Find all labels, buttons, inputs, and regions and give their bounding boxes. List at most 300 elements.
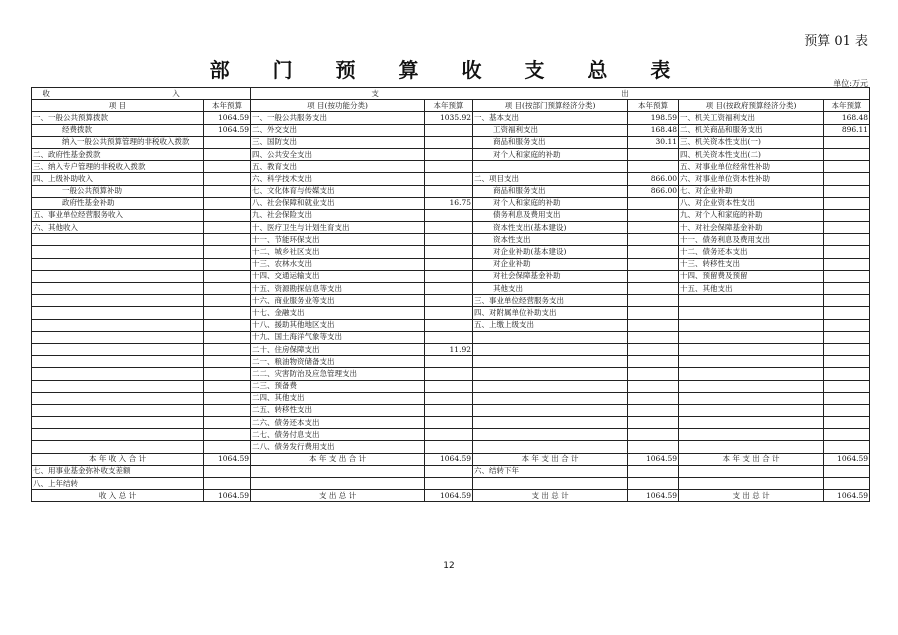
income-item-cell (32, 234, 204, 246)
form-number: 预算 01 表 (804, 34, 868, 49)
income-group-header: 收 入 (32, 88, 251, 100)
gov-budget-cell (824, 246, 870, 258)
income-budget-cell (204, 185, 251, 197)
gov-budget-cell (824, 441, 870, 453)
income-budget-cell (204, 222, 251, 234)
func-budget-cell (425, 380, 473, 392)
func-item-cell: 二十、住房保障支出 (251, 343, 425, 355)
table-row (32, 246, 870, 258)
income-item-cell (32, 319, 204, 331)
table-row (32, 136, 870, 148)
dept-item-cell (473, 478, 628, 490)
income-budget-cell (204, 209, 251, 221)
table-row (32, 429, 870, 441)
gov-budget-cell (824, 392, 870, 404)
income-item-cell (32, 343, 204, 355)
income-item-cell (32, 258, 204, 270)
gov-item-cell: 十三、转移性支出 (679, 258, 824, 270)
income-item-cell: 政府性基金补助 (32, 197, 204, 209)
func-item-cell: 九、社会保险支出 (251, 209, 425, 221)
func-item-cell (251, 478, 425, 490)
gov-item-cell (679, 307, 824, 319)
table-row (32, 270, 870, 282)
income-budget-cell: 1064.59 (204, 112, 251, 124)
gov-budget-cell (824, 136, 870, 148)
table-row (32, 392, 870, 404)
func-budget-cell: 1064.59 (425, 490, 473, 502)
gov-budget-cell (824, 197, 870, 209)
dept-item-cell: 四、对附属单位补助支出 (473, 307, 628, 319)
income-item-cell (32, 441, 204, 453)
func-budget-cell (425, 270, 473, 282)
dept-budget-cell (628, 295, 679, 307)
dept-item-cell: 二、项目支出 (473, 173, 628, 185)
dept-budget-cell (628, 465, 679, 477)
table-row (32, 234, 870, 246)
gov-item-cell (679, 441, 824, 453)
dept-item-cell: 对个人和家庭的补助 (473, 197, 628, 209)
page-number: 12 (443, 561, 455, 571)
table-row (32, 380, 870, 392)
income-budget-cell (204, 270, 251, 282)
dept-budget-cell: 30.11 (628, 136, 679, 148)
income-budget-cell (204, 173, 251, 185)
dept-budget-cell: 866.00 (628, 173, 679, 185)
gov-item-cell: 九、对个人和家庭的补助 (679, 209, 824, 221)
income-budget-cell (204, 331, 251, 343)
dept-budget-cell (628, 197, 679, 209)
gov-item-cell: 六、对事业单位资本性补助 (679, 173, 824, 185)
func-budget-cell (425, 161, 473, 173)
gov-budget-cell (824, 319, 870, 331)
dept-item-cell: 六、结转下年 (473, 465, 628, 477)
func-item-cell: 二四、其他支出 (251, 392, 425, 404)
income-item-cell: 七、用事业基金弥补收支差额 (32, 465, 204, 477)
table-row (32, 319, 870, 331)
col-header-dept-item: 项 目(按部门预算经济分类) (473, 100, 628, 112)
income-item-cell: 二、政府性基金拨款 (32, 148, 204, 160)
gov-budget-cell (824, 404, 870, 416)
income-item-cell (32, 368, 204, 380)
dept-budget-cell (628, 356, 679, 368)
gov-budget-cell (824, 356, 870, 368)
income-item-cell: 八、上年结转 (32, 478, 204, 490)
func-budget-cell (425, 356, 473, 368)
income-budget-cell (204, 246, 251, 258)
income-budget-cell (204, 356, 251, 368)
column-header-row (32, 100, 870, 112)
income-item-cell (32, 356, 204, 368)
table-row (32, 185, 870, 197)
dept-item-cell (473, 368, 628, 380)
func-item-cell: 一、一般公共服务支出 (251, 112, 425, 124)
gov-item-cell: 十、对社会保障基金补助 (679, 222, 824, 234)
gov-budget-cell (824, 478, 870, 490)
gov-item-cell: 三、机关资本性支出(一) (679, 136, 824, 148)
income-item-cell (32, 331, 204, 343)
gov-item-cell: 二、机关商品和服务支出 (679, 124, 824, 136)
gov-budget-cell (824, 465, 870, 477)
dept-item-cell (473, 380, 628, 392)
dept-budget-cell (628, 209, 679, 221)
col-header-gov-budget: 本年预算 (824, 100, 870, 112)
income-budget-cell (204, 380, 251, 392)
dept-item-cell: 对企业补助(基本建设) (473, 246, 628, 258)
func-budget-cell (425, 465, 473, 477)
income-item-cell (32, 392, 204, 404)
dept-budget-cell (628, 368, 679, 380)
func-item-cell: 十五、资源勘探信息等支出 (251, 283, 425, 295)
income-item-cell (32, 246, 204, 258)
total-row (32, 453, 870, 465)
income-budget-cell (204, 478, 251, 490)
dept-item-cell: 对个人和家庭的补助 (473, 148, 628, 160)
dept-item-cell: 商品和服务支出 (473, 185, 628, 197)
gov-budget-cell (824, 283, 870, 295)
dept-item-cell: 三、事业单位经营服务支出 (473, 295, 628, 307)
budget-table (31, 87, 870, 502)
dept-budget-cell (628, 319, 679, 331)
dept-budget-cell (628, 478, 679, 490)
dept-item-cell (473, 356, 628, 368)
table-row (32, 343, 870, 355)
func-item-cell: 十七、金融支出 (251, 307, 425, 319)
table-row (32, 356, 870, 368)
func-budget-cell (425, 283, 473, 295)
page-title: 部 门 预 算 收 支 总 表 (209, 58, 689, 82)
gov-item-cell: 十二、债务还本支出 (679, 246, 824, 258)
gov-item-cell (679, 404, 824, 416)
func-budget-cell (425, 368, 473, 380)
dept-item-cell: 一、基本支出 (473, 112, 628, 124)
dept-item-cell (473, 331, 628, 343)
func-budget-cell (425, 136, 473, 148)
func-item-cell: 二七、债务付息支出 (251, 429, 425, 441)
gov-item-cell (679, 478, 824, 490)
func-item-cell: 十三、农林水支出 (251, 258, 425, 270)
func-item-cell: 十九、国土海洋气象等支出 (251, 331, 425, 343)
gov-budget-cell: 168.48 (824, 112, 870, 124)
col-header-dept-budget: 本年预算 (628, 100, 679, 112)
income-budget-cell (204, 417, 251, 429)
dept-budget-cell (628, 307, 679, 319)
dept-budget-cell (628, 234, 679, 246)
gov-budget-cell (824, 331, 870, 343)
gov-item-cell (679, 331, 824, 343)
dept-item-cell (473, 343, 628, 355)
func-budget-cell (425, 429, 473, 441)
gov-budget-cell: 896.11 (824, 124, 870, 136)
gov-budget-cell (824, 234, 870, 246)
income-budget-cell (204, 234, 251, 246)
func-item-cell: 十、医疗卫生与计划生育支出 (251, 222, 425, 234)
func-budget-cell (425, 209, 473, 221)
func-item-cell: 二八、债务发行费用支出 (251, 441, 425, 453)
col-header-gov-item: 项 目(按政府预算经济分类) (679, 100, 824, 112)
gov-budget-cell (824, 258, 870, 270)
dept-budget-cell (628, 258, 679, 270)
dept-budget-cell (628, 429, 679, 441)
func-budget-cell (425, 307, 473, 319)
dept-item-cell: 五、上缴上级支出 (473, 319, 628, 331)
table-row (32, 331, 870, 343)
gov-budget-cell (824, 417, 870, 429)
income-item-cell: 收 入 总 计 (32, 490, 204, 502)
income-budget-cell: 1064.59 (204, 490, 251, 502)
unit-label: 单位:万元 (833, 79, 868, 88)
func-item-cell: 六、科学技术支出 (251, 173, 425, 185)
dept-item-cell: 对企业补助 (473, 258, 628, 270)
income-budget-cell (204, 441, 251, 453)
table-row (32, 161, 870, 173)
func-item-cell: 十二、城乡社区支出 (251, 246, 425, 258)
gov-budget-cell (824, 270, 870, 282)
dept-budget-cell (628, 161, 679, 173)
gov-item-cell: 支 出 总 计 (679, 490, 824, 502)
dept-item-cell: 工资福利支出 (473, 124, 628, 136)
gov-budget-cell (824, 185, 870, 197)
gov-budget-cell (824, 380, 870, 392)
gov-budget-cell (824, 429, 870, 441)
dept-budget-cell (628, 380, 679, 392)
gov-item-cell: 四、机关资本性支出(二) (679, 148, 824, 160)
income-budget-cell (204, 368, 251, 380)
table-row (32, 283, 870, 295)
dept-budget-cell (628, 283, 679, 295)
table-row (32, 148, 870, 160)
dept-item-cell: 支 出 总 计 (473, 490, 628, 502)
dept-budget-cell: 866.00 (628, 185, 679, 197)
gov-budget-cell (824, 148, 870, 160)
func-budget-cell: 1064.59 (425, 453, 473, 465)
grand-total-row (32, 490, 870, 502)
dept-item-cell (473, 392, 628, 404)
gov-item-cell (679, 380, 824, 392)
func-budget-cell (425, 295, 473, 307)
gov-item-cell (679, 319, 824, 331)
income-item-cell: 经费拨款 (32, 124, 204, 136)
dept-item-cell (473, 417, 628, 429)
gov-item-cell: 十四、预留费及预留 (679, 270, 824, 282)
table-row (32, 465, 870, 477)
func-item-cell: 本 年 支 出 合 计 (251, 453, 425, 465)
gov-item-cell (679, 295, 824, 307)
func-budget-cell: 1035.92 (425, 112, 473, 124)
gov-item-cell (679, 429, 824, 441)
income-budget-cell (204, 392, 251, 404)
func-item-cell (251, 465, 425, 477)
income-item-cell: 一般公共预算补助 (32, 185, 204, 197)
income-budget-cell (204, 429, 251, 441)
func-budget-cell (425, 148, 473, 160)
table-row (32, 368, 870, 380)
income-budget-cell (204, 136, 251, 148)
income-budget-cell (204, 148, 251, 160)
income-item-cell: 一、一般公共预算拨款 (32, 112, 204, 124)
gov-item-cell: 十一、债务利息及费用支出 (679, 234, 824, 246)
dept-item-cell: 债务利息及费用支出 (473, 209, 628, 221)
dept-budget-cell: 168.48 (628, 124, 679, 136)
dept-item-cell (473, 441, 628, 453)
func-item-cell: 七、文化体育与传媒支出 (251, 185, 425, 197)
func-budget-cell (425, 404, 473, 416)
income-budget-cell (204, 161, 251, 173)
gov-budget-cell (824, 209, 870, 221)
func-item-cell: 五、教育支出 (251, 161, 425, 173)
table-row (32, 173, 870, 185)
dept-item-cell: 对社会保障基金补助 (473, 270, 628, 282)
income-item-cell (32, 283, 204, 295)
func-budget-cell (425, 185, 473, 197)
gov-item-cell (679, 465, 824, 477)
func-item-cell: 三、国防支出 (251, 136, 425, 148)
income-budget-cell (204, 319, 251, 331)
gov-item-cell (679, 343, 824, 355)
gov-item-cell: 七、对企业补助 (679, 185, 824, 197)
dept-item-cell: 其他支出 (473, 283, 628, 295)
dept-item-cell: 本 年 支 出 合 计 (473, 453, 628, 465)
func-budget-cell (425, 478, 473, 490)
func-budget-cell (425, 331, 473, 343)
income-item-cell: 四、上级补助收入 (32, 173, 204, 185)
table-row (32, 258, 870, 270)
gov-budget-cell (824, 368, 870, 380)
dept-budget-cell (628, 246, 679, 258)
table-row (32, 222, 870, 234)
col-header-func-item: 项 目(按功能分类) (251, 100, 425, 112)
income-item-cell (32, 295, 204, 307)
func-item-cell: 十四、交通运输支出 (251, 270, 425, 282)
func-item-cell: 八、社会保障和就业支出 (251, 197, 425, 209)
income-item-cell: 三、纳入专户管理的非税收入拨款 (32, 161, 204, 173)
dept-item-cell (473, 161, 628, 173)
gov-item-cell (679, 356, 824, 368)
table-row (32, 417, 870, 429)
income-budget-cell (204, 258, 251, 270)
col-header-budget: 本年预算 (204, 100, 251, 112)
dept-budget-cell (628, 222, 679, 234)
income-item-cell (32, 380, 204, 392)
dept-budget-cell (628, 417, 679, 429)
income-item-cell: 纳入一般公共预算管理的非税收入拨款 (32, 136, 204, 148)
group-header-row (32, 88, 870, 100)
gov-budget-cell (824, 307, 870, 319)
income-item-cell (32, 270, 204, 282)
income-item-cell (32, 404, 204, 416)
dept-budget-cell (628, 148, 679, 160)
income-budget-cell (204, 283, 251, 295)
gov-budget-cell (824, 222, 870, 234)
gov-item-cell: 十五、其他支出 (679, 283, 824, 295)
func-item-cell: 二五、转移性支出 (251, 404, 425, 416)
func-budget-cell (425, 258, 473, 270)
dept-budget-cell: 1064.59 (628, 490, 679, 502)
income-budget-cell (204, 404, 251, 416)
dept-budget-cell (628, 392, 679, 404)
func-item-cell: 二三、预备费 (251, 380, 425, 392)
func-item-cell: 十一、节能环保支出 (251, 234, 425, 246)
dept-item-cell (473, 429, 628, 441)
gov-budget-cell: 1064.59 (824, 490, 870, 502)
gov-budget-cell (824, 295, 870, 307)
income-budget-cell (204, 307, 251, 319)
gov-item-cell: 一、机关工资福利支出 (679, 112, 824, 124)
gov-item-cell (679, 368, 824, 380)
income-item-cell: 本 年 收 入 合 计 (32, 453, 204, 465)
func-item-cell: 十六、商业服务业等支出 (251, 295, 425, 307)
func-item-cell: 十八、援助其他地区支出 (251, 319, 425, 331)
gov-item-cell: 八、对企业资本性支出 (679, 197, 824, 209)
func-budget-cell (425, 234, 473, 246)
func-budget-cell (425, 319, 473, 331)
dept-budget-cell: 1064.59 (628, 453, 679, 465)
income-item-cell (32, 417, 204, 429)
func-budget-cell (425, 173, 473, 185)
income-item-cell (32, 429, 204, 441)
func-budget-cell: 16.75 (425, 197, 473, 209)
dept-budget-cell (628, 270, 679, 282)
func-budget-cell (425, 392, 473, 404)
func-budget-cell (425, 441, 473, 453)
dept-item-cell (473, 404, 628, 416)
gov-item-cell (679, 392, 824, 404)
gov-budget-cell: 1064.59 (824, 453, 870, 465)
income-item-cell: 六、其他收入 (32, 222, 204, 234)
func-budget-cell: 11.92 (425, 343, 473, 355)
income-budget-cell (204, 197, 251, 209)
dept-budget-cell: 198.59 (628, 112, 679, 124)
func-item-cell: 二、外交支出 (251, 124, 425, 136)
gov-budget-cell (824, 343, 870, 355)
income-budget-cell (204, 465, 251, 477)
gov-item-cell: 五、对事业单位经常性补助 (679, 161, 824, 173)
income-item-cell: 五、事业单位经营服务收入 (32, 209, 204, 221)
gov-item-cell: 本 年 支 出 合 计 (679, 453, 824, 465)
func-item-cell: 二六、债务还本支出 (251, 417, 425, 429)
func-item-cell: 二一、粮油物资储备支出 (251, 356, 425, 368)
dept-budget-cell (628, 343, 679, 355)
func-budget-cell (425, 246, 473, 258)
table-row (32, 209, 870, 221)
table-row (32, 295, 870, 307)
dept-item-cell: 资本性支出 (473, 234, 628, 246)
func-budget-cell (425, 124, 473, 136)
dept-item-cell: 商品和服务支出 (473, 136, 628, 148)
income-budget-cell (204, 295, 251, 307)
gov-budget-cell (824, 161, 870, 173)
table-row (32, 307, 870, 319)
dept-budget-cell (628, 331, 679, 343)
func-budget-cell (425, 222, 473, 234)
func-item-cell: 支 出 总 计 (251, 490, 425, 502)
table-row (32, 112, 870, 124)
col-header-item: 项 目 (32, 100, 204, 112)
gov-budget-cell (824, 173, 870, 185)
func-item-cell: 二二、灾害防治及应急管理支出 (251, 368, 425, 380)
table-row (32, 404, 870, 416)
expense-group-header: 支 出 (251, 88, 870, 100)
table-row (32, 441, 870, 453)
gov-item-cell (679, 417, 824, 429)
func-budget-cell (425, 417, 473, 429)
dept-budget-cell (628, 404, 679, 416)
col-header-func-budget: 本年预算 (425, 100, 473, 112)
income-budget-cell: 1064.59 (204, 124, 251, 136)
table-row (32, 478, 870, 490)
table-row (32, 124, 870, 136)
table-row (32, 197, 870, 209)
dept-budget-cell (628, 441, 679, 453)
